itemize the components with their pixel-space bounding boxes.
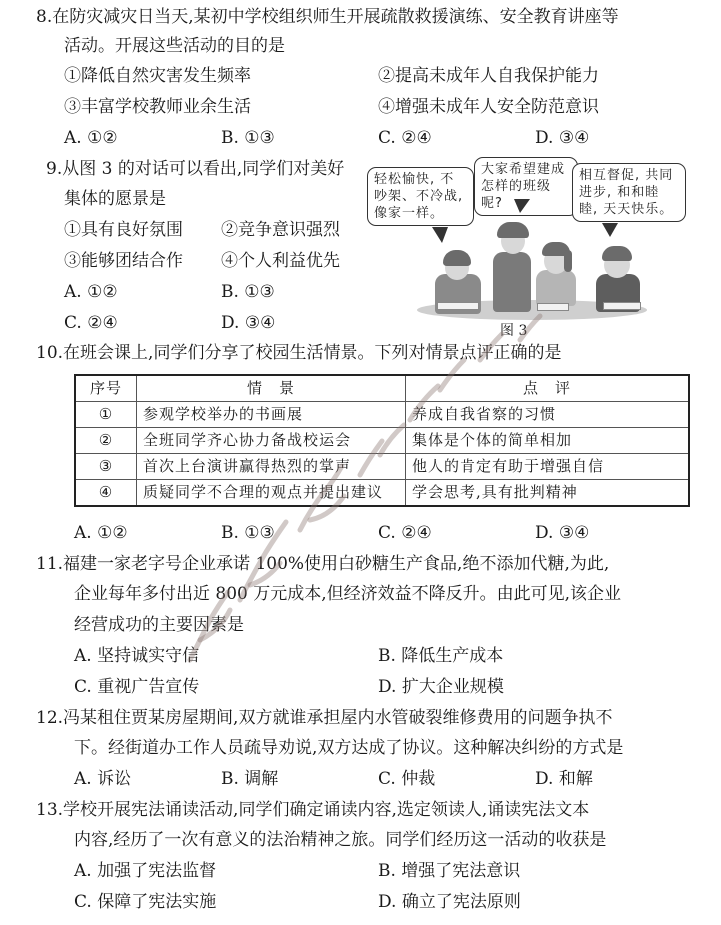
question-number: 8.	[36, 7, 53, 27]
header-number: 序号	[75, 375, 137, 402]
statement: ④增强未成年人安全防范意识	[378, 97, 599, 117]
table-row: ② 全班同学齐心协力备战校运会 集体是个体的简单相加	[75, 428, 689, 454]
speech-bubble-tail	[514, 199, 530, 213]
option-b[interactable]: B. 增强了宪法意识	[378, 861, 521, 881]
option-b[interactable]: B. ①③	[221, 128, 275, 148]
question-number: 13.	[36, 800, 64, 820]
question-stem-line: 内容,经历了一次有意义的法治精神之旅。同学们经历这一活动的收获是	[74, 830, 607, 850]
question-number: 10.	[36, 343, 64, 363]
option-c[interactable]: C. ②④	[64, 313, 118, 333]
option-d[interactable]: D. 扩大企业规模	[378, 677, 504, 697]
option-a[interactable]: A. ①②	[74, 523, 128, 543]
question-stem-line: 从图 3 的对话可以看出,同学们对美好	[62, 159, 345, 179]
speech-bubble-left: 轻松愉快, 不 吵架、不冷战, 像家一样。	[367, 167, 474, 226]
statement: ③丰富学校教师业余生活	[64, 97, 251, 117]
option-c[interactable]: C. 保障了宪法实施	[74, 892, 217, 912]
statement: ①具有良好氛围	[64, 220, 183, 240]
question-number: 11.	[36, 554, 64, 574]
speech-bubble-right: 相互督促, 共同 进步, 和和睦 睦, 天天快乐。	[572, 163, 686, 222]
figure-caption: 图 3	[500, 323, 528, 339]
question-stem-line: 冯某租住贾某房屋期间,双方就谁承担屋内水管破裂维修费用的问题争执不	[63, 708, 613, 728]
table-row: ④ 质疑同学不合理的观点并提出建议 学会思考,具有批判精神	[75, 480, 689, 507]
option-a[interactable]: A. ①②	[64, 128, 118, 148]
table-row: ① 参观学校举办的书画展 养成自我省察的习惯	[75, 402, 689, 428]
question-stem-line: 学校开展宪法诵读活动,同学们确定诵读内容,选定领读人,诵读宪法文本	[63, 800, 590, 820]
statement: ③能够团结合作	[64, 251, 183, 271]
book	[537, 303, 569, 311]
table-row: ③ 首次上台演讲赢得热烈的掌声 他人的肯定有助于增强自信	[75, 454, 689, 480]
question-stem-line: 经营成功的主要因素是	[74, 615, 244, 635]
option-c[interactable]: C. ②④	[378, 523, 432, 543]
option-c[interactable]: C. ②④	[378, 128, 432, 148]
question-number: 12.	[36, 708, 64, 728]
question-number: 9.	[46, 159, 63, 179]
option-a[interactable]: A. 坚持诚实守信	[74, 646, 200, 666]
question-stem-line: 福建一家老字号企业承诺 100%使用白砂糖生产食品,绝不添加代糖,为此,	[63, 554, 610, 574]
scenario-comment-table	[74, 374, 690, 507]
option-b[interactable]: B. ①③	[221, 523, 275, 543]
header-comment: 点 评	[406, 375, 690, 402]
option-a[interactable]: A. 加强了宪法监督	[74, 861, 217, 881]
table-header-row	[75, 375, 689, 402]
option-b[interactable]: B. ①③	[221, 282, 275, 302]
question-stem-line: 活动。开展这些活动的目的是	[64, 36, 285, 56]
option-b[interactable]: B. 降低生产成本	[378, 646, 504, 666]
speech-bubble-tail	[602, 223, 618, 237]
question-stem-line: 在班会课上,同学们分享了校园生活情景。下列对情景点评正确的是	[63, 343, 562, 363]
question-stem-line: 下。经街道办工作人员疏导劝说,双方达成了协议。这种解决纠纷的方式是	[74, 738, 624, 758]
option-d[interactable]: D. ③④	[535, 523, 590, 543]
option-c[interactable]: C. 重视广告宣传	[74, 677, 200, 697]
question-stem-line: 企业每年多付出近 800 万元成本,但经济效益不降反升。由此可见,该企业	[74, 584, 622, 604]
option-a[interactable]: A. ①②	[64, 282, 118, 302]
header-scenario: 情 景	[137, 375, 406, 402]
option-d[interactable]: D. 和解	[535, 769, 593, 789]
option-d[interactable]: D. ③④	[221, 313, 276, 333]
option-d[interactable]: D. 确立了宪法原则	[378, 892, 521, 912]
speech-bubble-middle: 大家希望建成 怎样的班级呢?	[474, 157, 578, 216]
question-stem-line: 集体的愿景是	[64, 189, 166, 209]
statement: ②提高未成年人自我保护能力	[378, 66, 599, 86]
statement: ④个人利益优先	[221, 251, 340, 271]
option-c[interactable]: C. 仲裁	[378, 769, 436, 789]
option-a[interactable]: A. 诉讼	[74, 769, 132, 789]
statement: ②竞争意识强烈	[221, 220, 340, 240]
book	[603, 302, 641, 310]
option-d[interactable]: D. ③④	[535, 128, 590, 148]
students-at-table-drawing	[417, 240, 647, 325]
option-b[interactable]: B. 调解	[221, 769, 279, 789]
figure-3-illustration	[362, 155, 702, 343]
book	[437, 302, 479, 310]
statement: ①降低自然灾害发生频率	[64, 66, 251, 86]
question-stem-line: 在防灾减灾日当天,某初中学校组织师生开展疏散救援演练、安全教育讲座等	[52, 7, 619, 27]
